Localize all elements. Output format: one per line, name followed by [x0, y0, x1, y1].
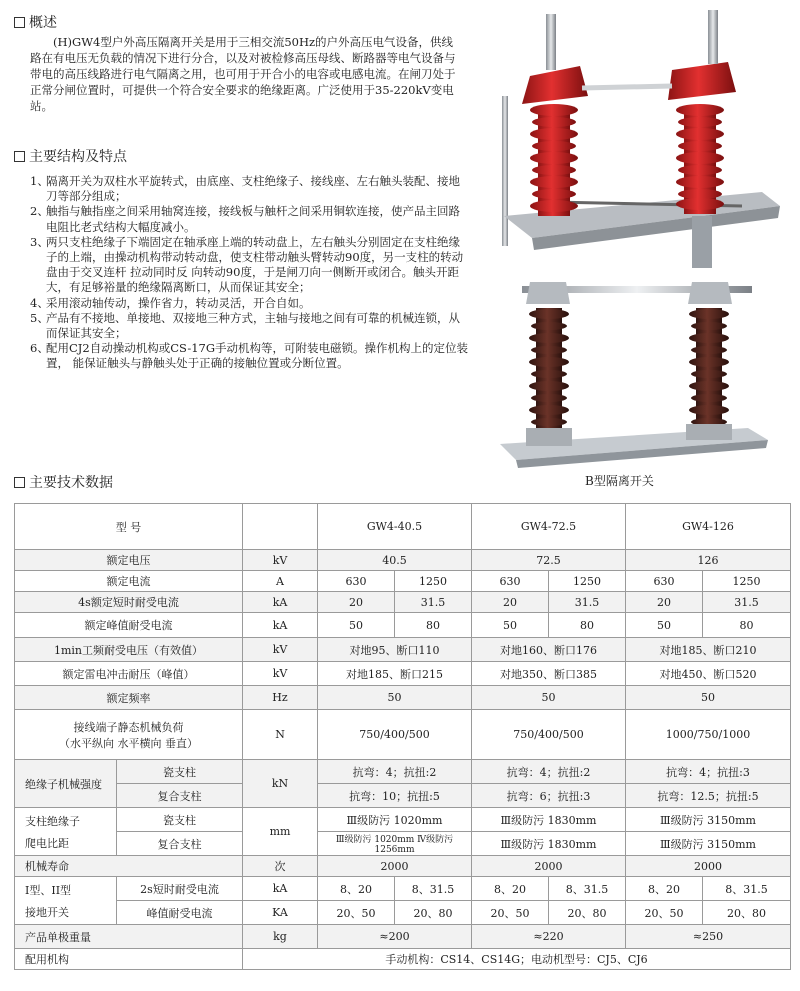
table-row: 绝缘子机械强度 瓷支柱 kN 抗弯：4；抗扭:2 抗弯：4；抗扭:2 抗弯：4；抗扭:3: [15, 760, 791, 784]
table-row: 峰值耐受电流 KA 20、50 20、80 20、50 20、80 20、50 20、80: [15, 901, 791, 925]
photo-caption: B型隔离开关: [585, 474, 654, 488]
specs-table: [14, 503, 791, 970]
specs-heading: 主要技术数据: [14, 472, 113, 492]
table-row: 产品单极重量 kg ≈200 ≈220 ≈250: [15, 925, 791, 949]
table-row: 额定电压 kV 40.5 72.5 126: [15, 550, 791, 571]
table-row: 机械寿命 次 2000 2000 2000: [15, 856, 791, 877]
red-disconnector-photo: [492, 6, 784, 268]
header-m2: GW4-72.5: [472, 504, 626, 550]
list-item: 3、 两只支柱绝缘子下端固定在轴承座上端的转动盘上，左右触头分别固定在支柱绝缘子的上端，由操动机构带动转动盘，使支柱带动触头臂转动90度，另一支柱的转动盘由于交叉连杆 拉动同时反 向转动90度，于是闸刀向一侧断开或闭合。触头开距大，有足够裕量的绝缘隔离断口，从而保证其安全；: [30, 234, 464, 295]
list-item: 2、 触指与触指座之间采用轴窝连接，接线板与触杆之间采用铜软连接，使产品主回路电阻比老式结构大幅度减小。: [30, 204, 460, 234]
table-row: 支柱绝缘子 爬电比距 瓷支柱 mm Ⅲ级防污 1020mm Ⅲ级防污 1830mm Ⅲ级防污 3150mm: [15, 808, 791, 832]
list-item: 4、 采用滚动轴传动，操作省力，转动灵活，开合自如。: [30, 295, 311, 310]
header-m3: GW4-126: [626, 504, 791, 550]
header-m1: GW4-40.5: [318, 504, 472, 550]
header-model: 型 号: [15, 504, 243, 550]
list-item: 1、 隔离开关为双柱水平旋转式，由底座、支柱绝缘子、接线座、左右触头装配、接地刀等部分组成；: [30, 174, 460, 204]
features-list: [30, 174, 470, 372]
features-heading: 主要结构及特点: [14, 146, 127, 166]
table-row: 复合支柱 抗弯：10；抗扭:5 抗弯：6；抗扭:3 抗弯：12.5；抗扭:5: [15, 784, 791, 808]
table-row: 配用机构 手动机构：CS14、CS14G；电动机型号：CJ5、CJ6: [15, 949, 791, 970]
table-row: 额定雷电冲击耐压（峰值） kV 对地185、断口215 对地350、断口385 对地450、断口520: [15, 662, 791, 686]
list-item: 6、 配用CJ2自动操动机构或CS-17G手动机构等，可附装电磁锁。操作机构上的定位装置， 能保证触头与静触头处于正确的接触位置或分断位置。: [30, 341, 469, 371]
table-row: 复合支柱 Ⅲ级防污 1020mm Ⅳ级防污 1256mm Ⅲ级防污 1830mm Ⅲ级防污 3150mm: [15, 832, 791, 856]
checkbox-square-icon: [14, 17, 25, 28]
overview-heading: 概述: [14, 12, 57, 32]
table-row: 额定频率 Hz 50 50 50: [15, 686, 791, 710]
table-row: 4s额定短时耐受电流 kA 20 31.5 20 31.5 20 31.5: [15, 592, 791, 613]
table-row: [15, 504, 791, 550]
table-row: 1min工频耐受电压（有效值） kV 对地95、断口110 对地160、断口176 对地185、断口210: [15, 638, 791, 662]
checkbox-square-icon: [14, 477, 25, 488]
overview-paragraph: (H)GW4型户外高压隔离开关是用于三相交流50Hz的户外高压电气设备，供线路在有电压无负载的情况下进行分合，以及对被检修高压母线、断路器等电气设备与带电的高压线路进行电气隔离之用，也可用于开合小的电容或电感电流。在闸刀处于正常分闸位置时，可提供一个符合安全要求的绝缘距离。广泛使用于35-220kV变电站。: [30, 35, 456, 113]
list-item: 5、 产品有不接地、单接地、双接地三种方式，主轴与接地之间有可靠的机械连锁，从而保证其安全；: [30, 310, 460, 341]
table-row: 额定电流 A 630 1250 630 1250 630 1250: [15, 571, 791, 592]
table-row: 额定峰值耐受电流 kA 50 80 50 80 50 80: [15, 613, 791, 638]
brown-disconnector-photo: [496, 272, 774, 468]
table-row: I型、II型 接地开关 2s短时耐受电流 kA 8、20 8、31.5 8、20 8、31.5 8、20 8、31.5: [15, 877, 791, 901]
table-row: 接线端子静态机械负荷 （水平纵向 水平横向 垂直） N 750/400/500 750/400/500 1000/750/1000: [15, 710, 791, 760]
checkbox-square-icon: [14, 151, 25, 162]
